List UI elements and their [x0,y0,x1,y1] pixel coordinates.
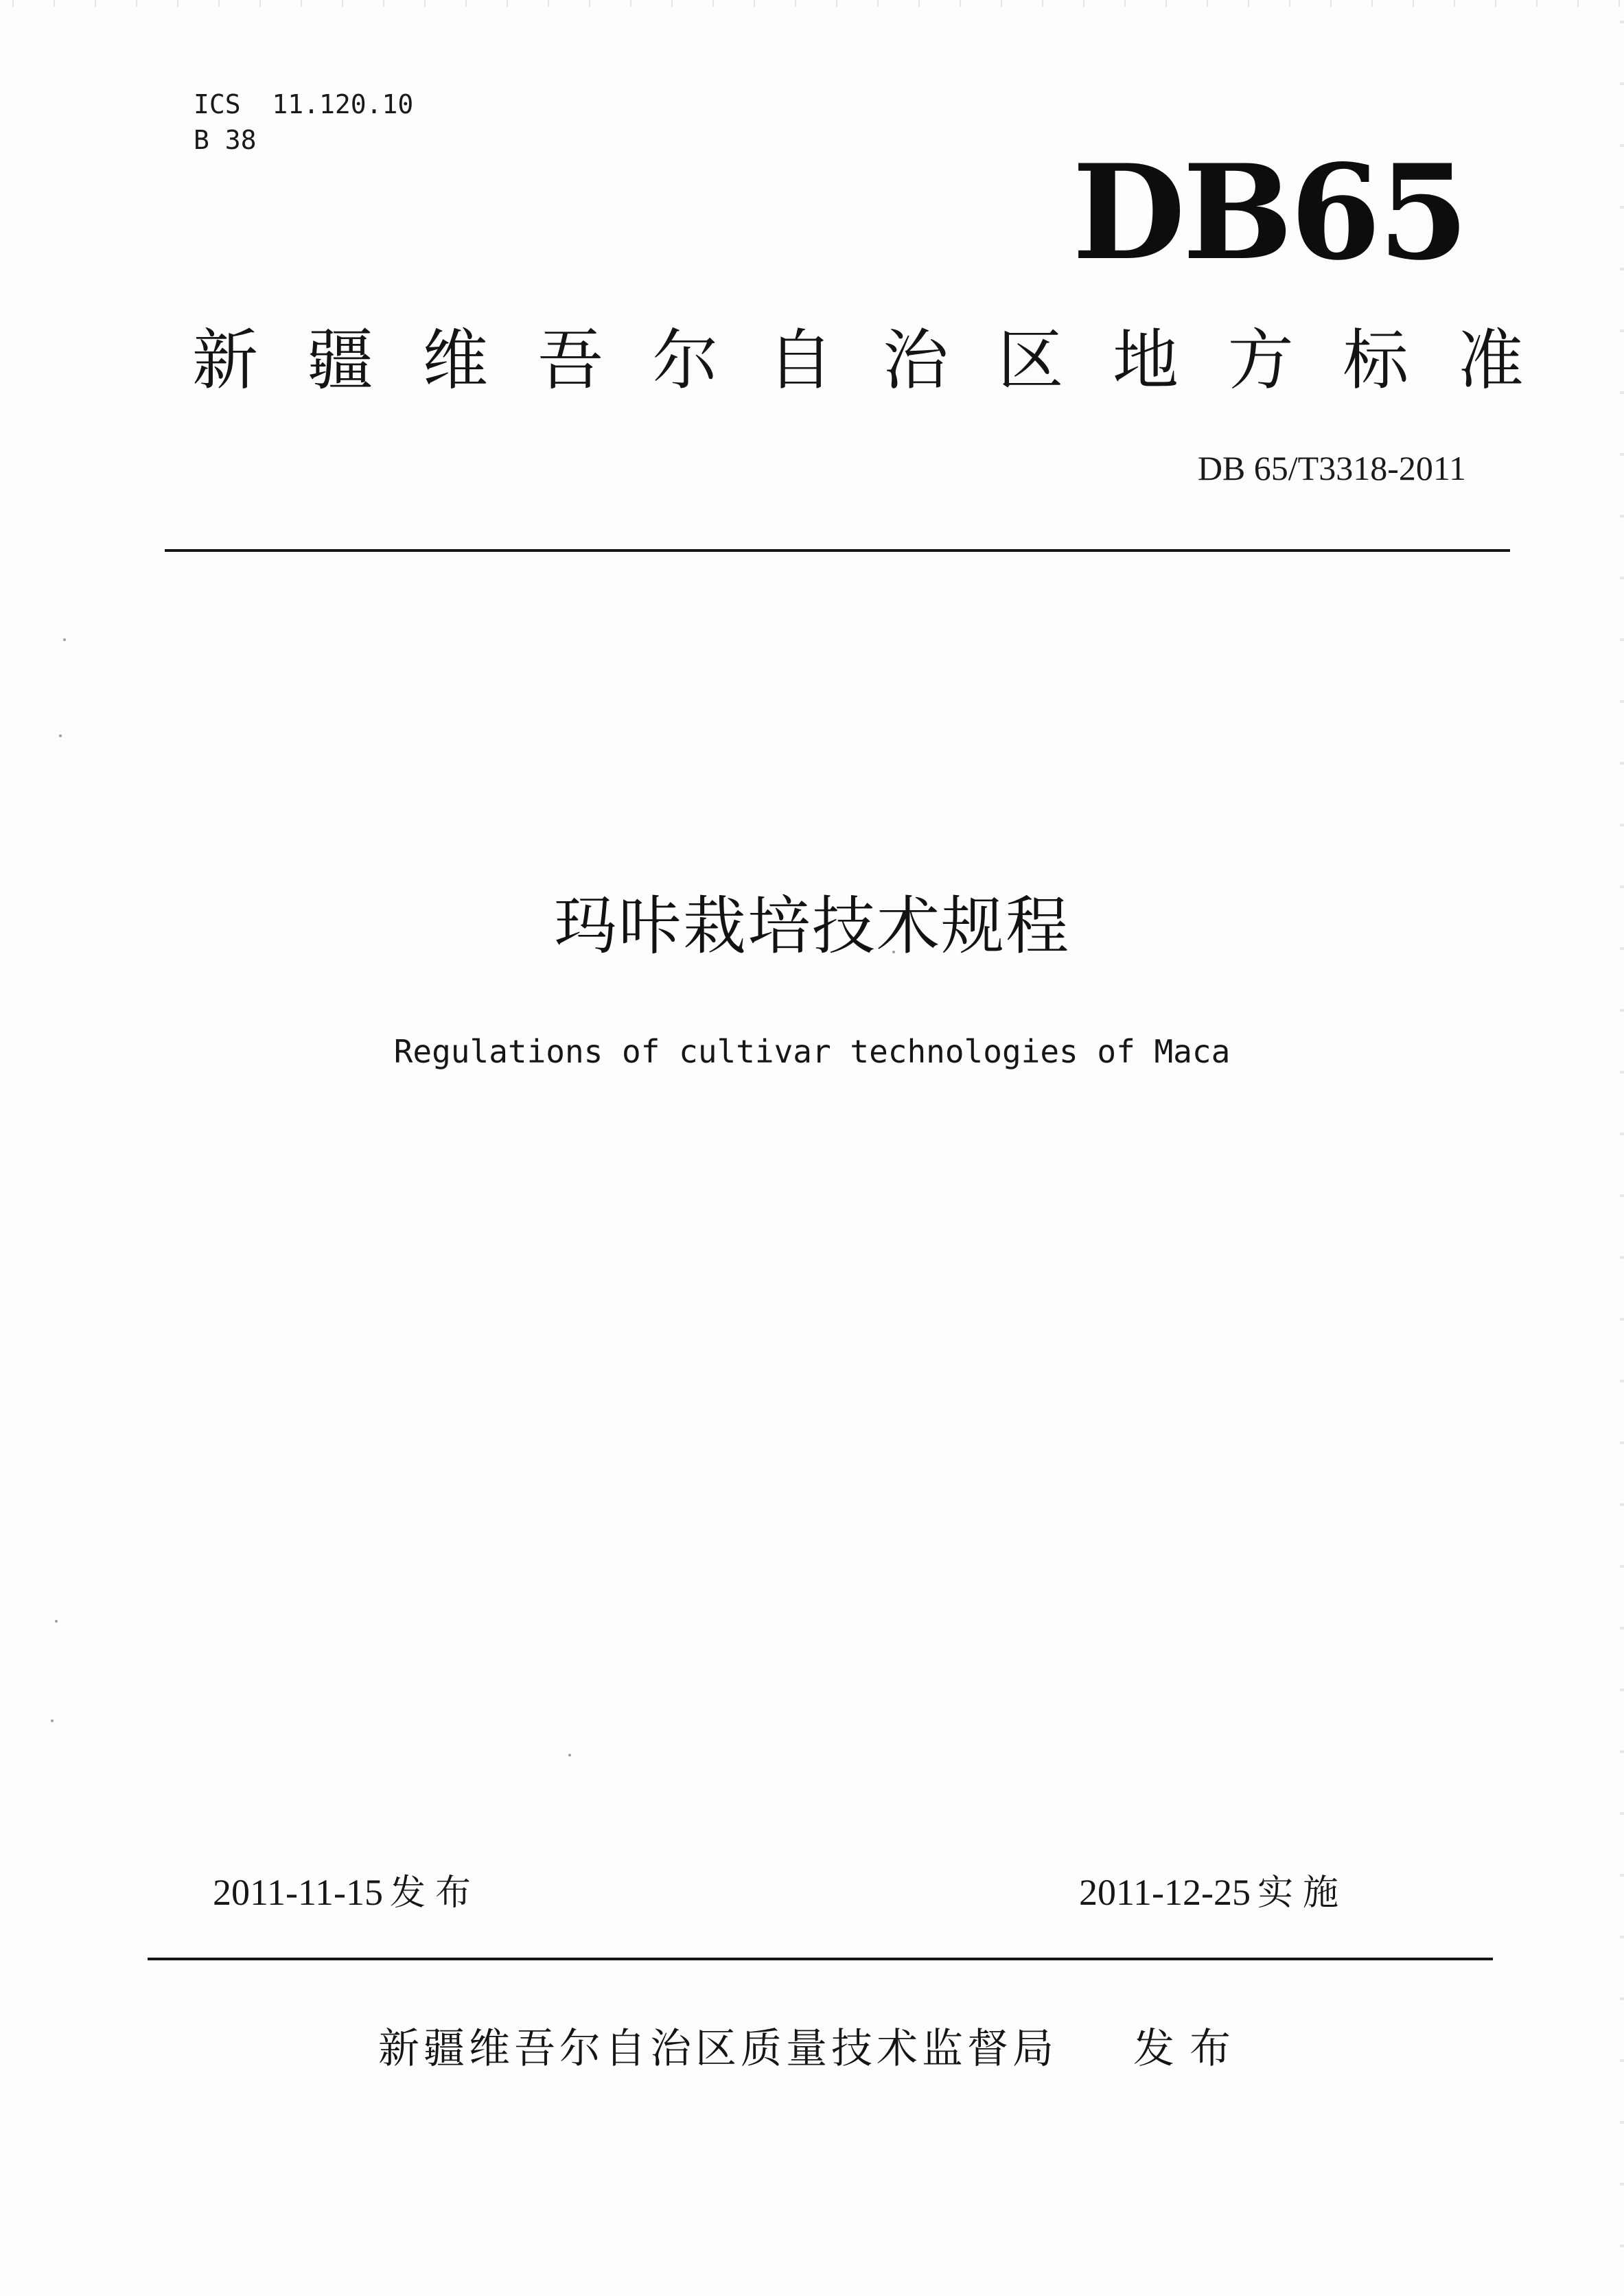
heading-char: 准 [1457,322,1524,399]
document-title-english: Regulations of cultivar technologies of Maca [393,1033,1231,1070]
class-code: B 38 [194,125,257,155]
scan-speck [892,951,895,953]
scan-speck [63,638,66,641]
bottom-divider [148,1958,1493,1960]
issuing-authority [0,2021,1624,2076]
heading-char: 地 [1113,322,1179,399]
scan-speck [59,734,62,737]
scan-edge-top [0,0,1624,7]
ics-code: ICS 11.120.10 [194,89,414,119]
document-title-chinese: 玛咔栽培技术规程 [553,890,1070,963]
publish-date: 2011-11-15 [213,1872,383,1913]
standard-code-logo: DB65 [1072,136,1466,289]
heading-char: 疆 [307,322,373,399]
heading-char: 标 [1343,322,1409,399]
publish-date-block [213,1868,480,1917]
effective-date: 2011-12-25 [1079,1872,1251,1913]
issuer-name: 新疆维吾尔自治区质量技术监督局 [378,2025,1058,2073]
scan-speck [55,1620,58,1623]
scan-speck [51,1719,54,1722]
scan-speck [568,1754,571,1756]
scan-edge-right [1620,0,1624,2296]
heading-char: 治 [882,322,949,399]
heading-char: 吾 [537,322,603,399]
heading-char: 维 [422,322,489,399]
heading-char: 自 [767,322,834,399]
local-standard-heading [192,319,1524,402]
heading-char: 方 [1227,322,1294,399]
heading-char: 尔 [652,322,719,399]
publish-label: 发布 [389,1872,480,1914]
effective-date-block [1079,1868,1348,1917]
effective-label: 实施 [1257,1872,1348,1914]
standard-number: DB 65/T3318-2011 [1197,449,1466,487]
heading-char: 新 [192,322,258,399]
classification-codes [194,86,413,158]
top-divider [165,549,1510,552]
heading-char: 区 [997,322,1064,399]
issuer-action: 发布 [1133,2025,1246,2073]
